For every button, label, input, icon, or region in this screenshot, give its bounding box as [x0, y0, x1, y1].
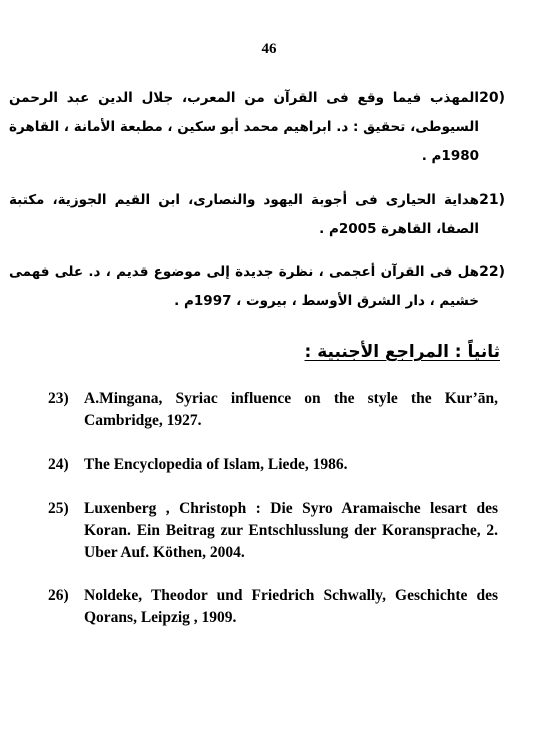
reference-number: 25)	[48, 500, 69, 517]
reference-number: 20)	[479, 90, 505, 106]
reference-number: 24)	[48, 456, 69, 473]
reference-entry-ar: هداية الحيارى فى أجوبة اليهود والنصارى، ابن القيم الجوزية، مكتبة الصفا، القاهرة 2005م .	[9, 192, 479, 237]
reference-entry-en	[48, 388, 498, 432]
reference-number: 23)	[48, 390, 69, 407]
reference-text: The Encyclopedia of Islam, Liede, 1986.	[84, 456, 348, 473]
reference-text: A.Mingana, Syriac influence on the style the Kur’ān, Cambridge, 1927.	[84, 390, 498, 429]
reference-number: 26)	[48, 587, 69, 604]
reference-entry-ar: هل فى القرآن أعجمى ، نظرة جديدة إلى موضوع قديم ، د. على فهمى خشيم ، دار الشرق الأوسط ، بيروت ، 1997م .	[9, 264, 479, 309]
reference-text: Noldeke, Theodor und Friedrich Schwally, Geschichte des Qorans, Leipzig , 1909.	[84, 587, 498, 626]
page-number: 46	[261, 41, 277, 57]
reference-number: 21)	[479, 192, 505, 208]
reference-entry-en	[48, 454, 498, 476]
reference-entry-en	[48, 585, 498, 629]
reference-entry-en	[48, 498, 498, 564]
reference-entry-ar: المهذب فيما وقع فى القرآن من المعرب، جلال الدين عبد الرحمن السيوطى، تحقيق : د. ابراهيم محمد أبو سكين ، مطبعة الأمانة ، القاهرة 1980م .	[9, 90, 479, 164]
reference-text: Luxenberg , Christoph : Die Syro Aramaische lesart des Koran. Ein Beitrag zur Entschlusslung der Koransprache, 2. Uber Auf. Köthen, 2004.	[84, 500, 498, 561]
section-heading: ثانياً : المراجع الأجنبية :	[304, 342, 500, 362]
reference-number: 22)	[479, 264, 505, 280]
